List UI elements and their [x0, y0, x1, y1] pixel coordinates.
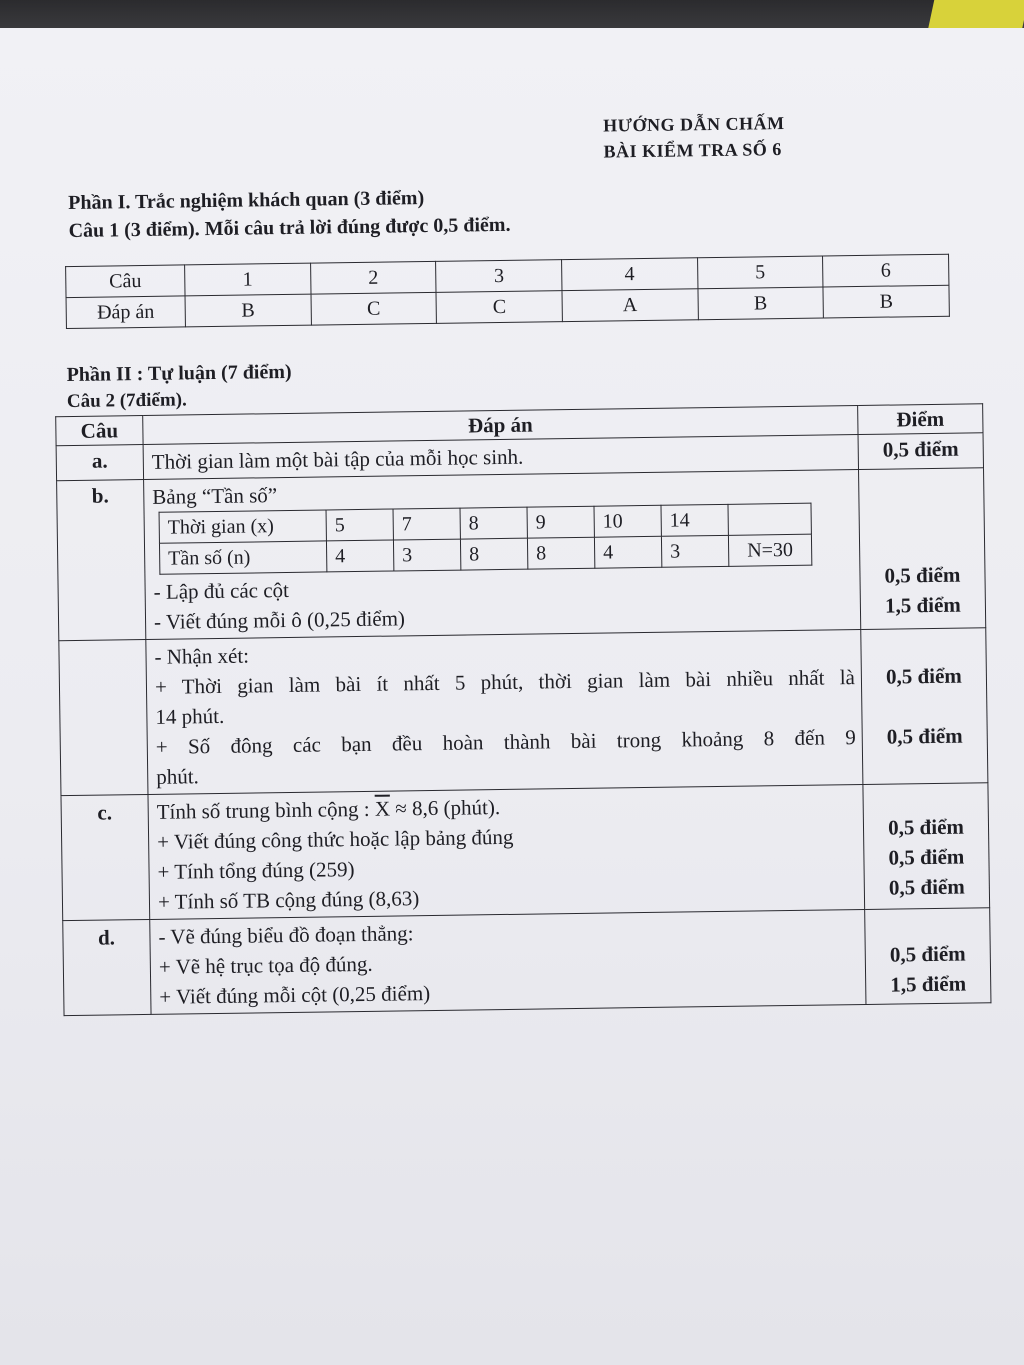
header-line-2: BÀI KIỂM TRA SỐ 6: [603, 139, 782, 162]
grading-row-c: [61, 783, 990, 921]
row-b-diem-1: 0,5 điểm: [884, 562, 961, 588]
header-line-1: HƯỚNG DẪN CHẤM: [603, 113, 785, 136]
frequency-table: [159, 503, 813, 575]
row-c-diem-1: 0,5 điểm: [887, 814, 965, 840]
x-value: 7: [393, 508, 460, 540]
x-value: 10: [594, 505, 661, 537]
n-value: 8: [460, 538, 527, 570]
row-b-line-1: - Lập đủ các cột: [153, 577, 290, 604]
paper-sheet: [0, 28, 1024, 1365]
row-b2-diem-1: 0,5 điểm: [885, 663, 962, 689]
row-b2-diem: [861, 628, 988, 785]
answer-cell: A: [562, 289, 698, 322]
n-value: 4: [326, 540, 393, 572]
question-number: 4: [562, 258, 698, 291]
row-c-line-0-post: ≈ 8,6 (phút).: [395, 795, 501, 821]
row-d-diem-2: 1,5 điểm: [890, 971, 967, 997]
row-label-dap-an: Đáp án: [66, 296, 185, 329]
row-c-line-2: + Tính tổng đúng (259): [157, 857, 355, 884]
answer-cell: B: [698, 287, 824, 320]
header-cau: Câu: [56, 415, 143, 445]
row-b-label: b.: [57, 479, 146, 640]
part1-title: Phần I. Trắc nghiệm khách quan (3 điểm): [68, 187, 425, 215]
mean-symbol: $\overline{X}$: [374, 796, 391, 821]
x-value: 5: [326, 509, 393, 541]
row-b2-line-1b: 14 phút.: [155, 703, 225, 729]
row-b2-diem-2: 0,5 điểm: [886, 723, 963, 749]
row-b2-line-2a: + Số đông các bạn đều hoàn thành bài trong khoảng 8 đến 9: [155, 725, 856, 759]
document-content: [0, 21, 1024, 1095]
part1-question: [68, 214, 510, 243]
answer-cell: B: [823, 285, 949, 318]
question-number: 6: [823, 254, 949, 287]
n-value: 8: [527, 537, 594, 569]
question-number: 1: [185, 263, 311, 296]
n-value: 4: [594, 536, 661, 568]
row-label-cau: Câu: [66, 265, 185, 298]
answer-cell: C: [436, 291, 562, 324]
row-d-line-1: + Vẽ hệ trục tọa độ đúng.: [158, 951, 373, 979]
row-c-diem: [863, 783, 990, 910]
grading-row-b: [57, 468, 986, 641]
row-c-diem-3: 0,5 điểm: [888, 874, 965, 900]
part1-question-text: Câu 1 (3 điểm). Mỗi câu trả lời đúng được 0,5 điểm.: [68, 213, 511, 243]
x-value: 9: [527, 506, 594, 538]
x-value: 8: [460, 507, 527, 539]
row-d-content: [150, 909, 866, 1014]
row-b2-title: - Nhận xét:: [154, 643, 250, 669]
row-a-label: a.: [56, 444, 143, 480]
question-number: 5: [697, 256, 823, 289]
row-c-diem-2: 0,5 điểm: [888, 844, 965, 870]
x-value: 14: [661, 504, 728, 536]
header-dap-an: Đáp án: [143, 406, 858, 445]
row-b-diem-2: 1,5 điểm: [884, 592, 961, 618]
row-b2-line-2b: phút.: [156, 764, 199, 789]
row-b-diem: [859, 468, 986, 630]
part2-title: Phần II : Tự luận (7 điểm): [66, 360, 292, 387]
row-c-line-3: + Tính số TB cộng đúng (8,63): [157, 886, 420, 914]
answer-cell: C: [311, 292, 437, 325]
row-c-content: [148, 784, 865, 919]
row-a-diem: 0,5 điểm: [858, 433, 983, 470]
row-b2-label-empty: [59, 639, 148, 795]
row-b-line-2: - Viết đúng mỗi ô (0,25 điểm): [153, 606, 406, 634]
row-c-label: c.: [61, 794, 150, 920]
answer-cell: B: [185, 294, 311, 327]
question-number: 2: [310, 261, 436, 294]
frequency-table-title: Bảng “Tần số”: [152, 483, 278, 509]
n-value: 3: [661, 535, 728, 567]
row-c-line-0-pre: Tính số trung bình cộng :: [156, 796, 370, 824]
header-diem: Điểm: [858, 404, 983, 435]
row-d-diem: [865, 908, 991, 1005]
answer-table: [65, 254, 950, 329]
n-total: N=30: [728, 534, 811, 566]
grading-table: [55, 403, 991, 1016]
grading-row-d: [63, 908, 991, 1016]
question-number: 3: [436, 260, 562, 293]
x-label: Thời gian (x): [159, 510, 326, 543]
row-b-content: [144, 470, 861, 640]
row-d-line-0: - Vẽ đúng biểu đồ đoạn thẳng:: [158, 921, 414, 949]
row-c-line-1: + Viết đúng công thức hoặc lập bảng đúng: [156, 824, 514, 854]
row-d-diem-1: 0,5 điểm: [889, 941, 966, 967]
grading-row-b2: [59, 628, 988, 796]
x-empty-cell: [728, 503, 811, 535]
n-value: 3: [393, 539, 460, 571]
document-header: [603, 109, 864, 165]
row-d-label: d.: [63, 919, 151, 1015]
row-b2-content: [146, 629, 863, 794]
part2-question: Câu 2 (7điểm).: [66, 389, 187, 413]
row-d-line-2: + Viết đúng mỗi cột (0,25 điểm): [159, 981, 431, 1009]
n-label: Tần số (n): [159, 541, 326, 574]
row-b2-line-1a: + Thời gian làm bài ít nhất 5 phút, thời gian làm bài nhiều nhất là: [154, 665, 856, 699]
row-a-text: Thời gian làm một bài tập của mỗi học sinh.: [143, 435, 858, 480]
